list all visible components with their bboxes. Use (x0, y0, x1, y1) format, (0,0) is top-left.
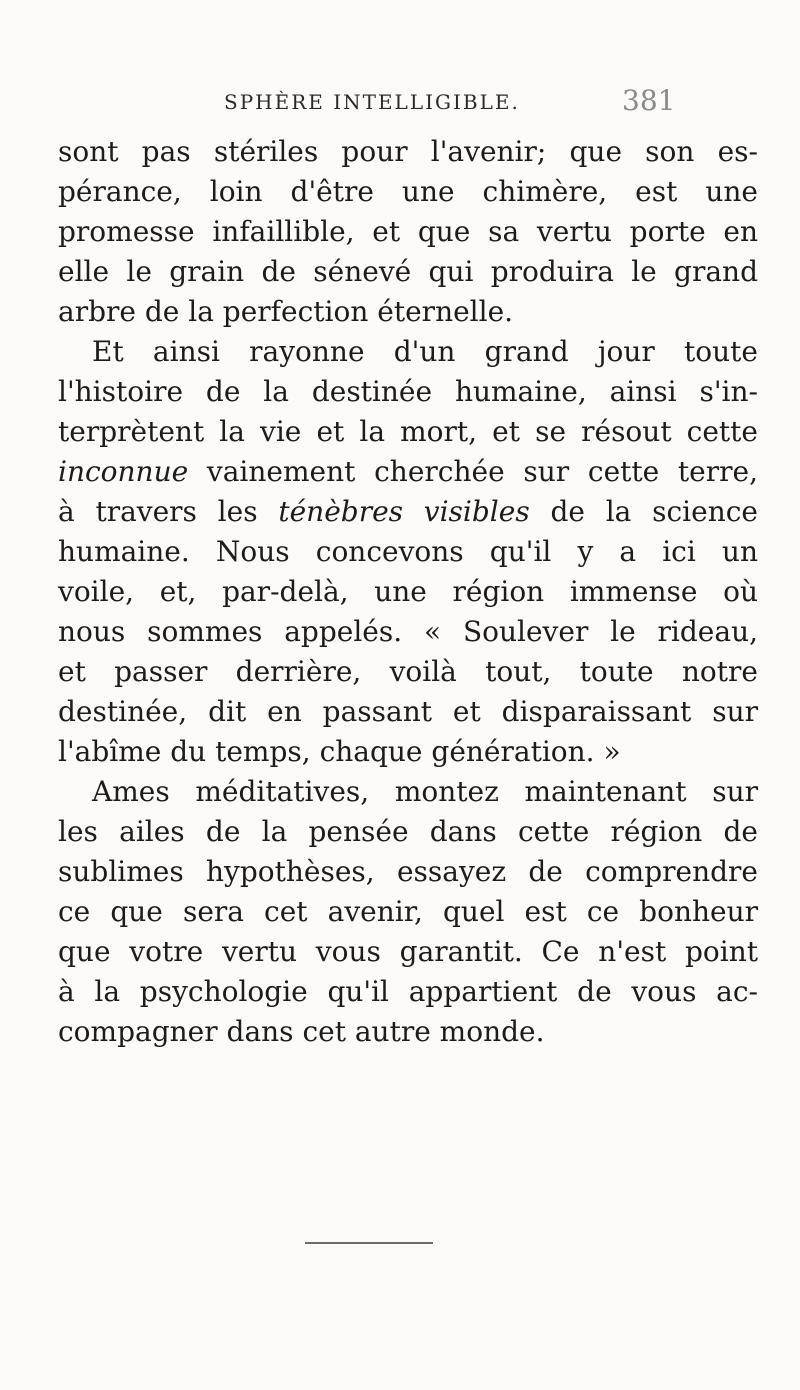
page-number: 381 (622, 84, 676, 117)
text-line: Ames méditatives, montez maintenant sur (92, 775, 758, 808)
text-line: promesse infaillible, et que sa vertu porte en (58, 215, 758, 248)
text-line: Et ainsi rayonne d'un grand jour toute (92, 335, 758, 368)
running-head: SPHÈRE INTELLIGIBLE. (224, 90, 520, 114)
text-line: sont pas stériles pour l'avenir; que son es- (58, 135, 758, 168)
text-line: arbre de la perfection éternelle. (58, 295, 514, 328)
text-line: pérance, loin d'être une chimère, est une (58, 175, 758, 208)
section-rule (305, 1242, 433, 1244)
text-line: à la psychologie qu'il appartient de vous ac- (58, 975, 758, 1008)
italic-text: inconnue (58, 455, 189, 488)
text-line: elle le grain de sénevé qui produira le grand (58, 255, 758, 288)
text-line: destinée, dit en passant et disparaissant sur (58, 695, 758, 728)
paragraph-1 (58, 132, 758, 332)
text-span: à travers les (58, 495, 279, 528)
text-line: ce que sera cet avenir, quel est ce bonheur (58, 895, 758, 928)
text-line: l'histoire de la destinée humaine, ainsi s'in- (58, 375, 758, 408)
text-line: les ailes de la pensée dans cette région de (58, 815, 758, 848)
text-line: compagner dans cet autre monde. (58, 1015, 545, 1048)
text-line: l'abîme du temps, chaque génération. » (58, 735, 621, 768)
page-header (0, 86, 800, 126)
text-line: terprètent la vie et la mort, et se résout cette (58, 415, 758, 448)
body-text (58, 132, 758, 1052)
text-line (58, 492, 758, 532)
text-line: nous sommes appelés. « Soulever le rideau, (58, 615, 758, 648)
paragraph-3 (58, 772, 758, 1052)
text-line (58, 452, 758, 492)
paragraph-2 (58, 332, 758, 772)
text-line: que votre vertu vous garantit. Ce n'est point (58, 935, 758, 968)
text-span: vainement cherchée sur cette terre, (188, 455, 758, 488)
text-line: et passer derrière, voilà tout, toute notre (58, 655, 758, 688)
text-line: voile, et, par-delà, une région immense où (58, 575, 758, 608)
italic-text: ténèbres visibles (278, 495, 530, 528)
text-line: humaine. Nous concevons qu'il y a ici un (58, 535, 758, 568)
text-span: de la science (529, 495, 758, 528)
text-line: sublimes hypothèses, essayez de comprendre (58, 855, 758, 888)
